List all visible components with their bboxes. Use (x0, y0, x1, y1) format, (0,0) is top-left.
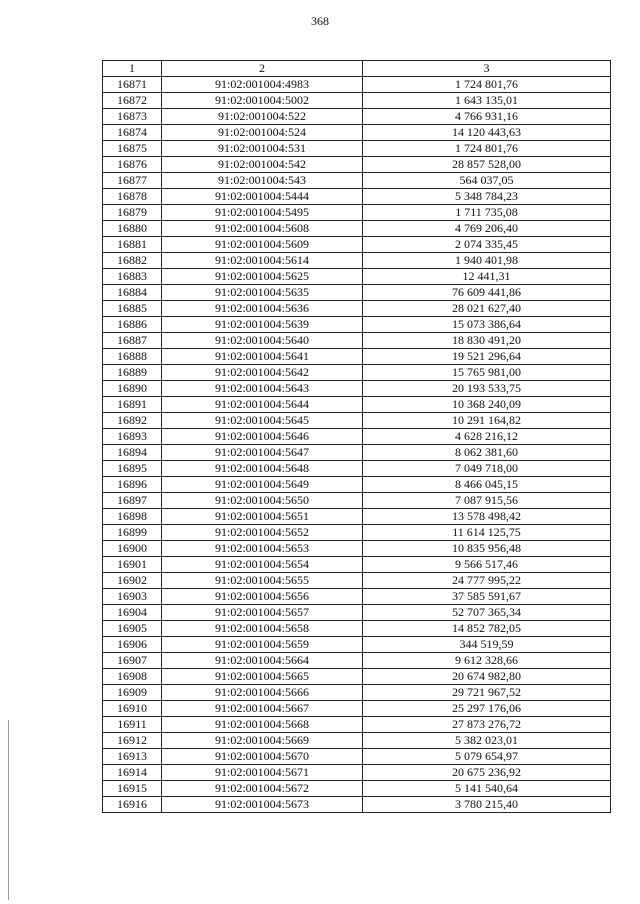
value-cell: 14 120 443,63 (363, 125, 611, 141)
row-number-cell: 16909 (103, 685, 162, 701)
table-row (103, 797, 611, 813)
value-cell: 5 348 784,23 (363, 189, 611, 205)
row-number-cell: 16916 (103, 797, 162, 813)
value-cell: 13 578 498,42 (363, 509, 611, 525)
table-row (103, 269, 611, 285)
cadastral-number-cell: 91:02:001004:5635 (162, 285, 363, 301)
table-row (103, 429, 611, 445)
table-row (103, 365, 611, 381)
column-header-1: 1 (103, 61, 162, 77)
row-number-cell: 16882 (103, 253, 162, 269)
cadastral-number-cell: 91:02:001004:5625 (162, 269, 363, 285)
cadastral-number-cell: 91:02:001004:5636 (162, 301, 363, 317)
table-row (103, 77, 611, 93)
cadastral-number-cell: 91:02:001004:5655 (162, 573, 363, 589)
table-row (103, 749, 611, 765)
table-row (103, 509, 611, 525)
value-cell: 9 566 517,46 (363, 557, 611, 573)
cadastral-number-cell: 91:02:001004:5609 (162, 237, 363, 253)
table-row (103, 397, 611, 413)
cadastral-number-cell: 91:02:001004:5653 (162, 541, 363, 557)
value-cell: 19 521 296,64 (363, 349, 611, 365)
value-cell: 27 873 276,72 (363, 717, 611, 733)
cadastral-number-cell: 91:02:001004:5614 (162, 253, 363, 269)
value-cell: 24 777 995,22 (363, 573, 611, 589)
value-cell: 14 852 782,05 (363, 621, 611, 637)
table-row (103, 605, 611, 621)
table-row (103, 701, 611, 717)
table-row (103, 189, 611, 205)
table-row (103, 157, 611, 173)
row-number-cell: 16895 (103, 461, 162, 477)
column-header-3: 3 (363, 61, 611, 77)
table-row (103, 349, 611, 365)
value-cell: 52 707 365,34 (363, 605, 611, 621)
table-row (103, 317, 611, 333)
row-number-cell: 16894 (103, 445, 162, 461)
row-number-cell: 16912 (103, 733, 162, 749)
row-number-cell: 16897 (103, 493, 162, 509)
value-cell: 15 765 981,00 (363, 365, 611, 381)
row-number-cell: 16904 (103, 605, 162, 621)
cadastral-number-cell: 91:02:001004:5644 (162, 397, 363, 413)
row-number-cell: 16874 (103, 125, 162, 141)
row-number-cell: 16880 (103, 221, 162, 237)
column-header-2: 2 (162, 61, 363, 77)
cadastral-number-cell: 91:02:001004:5444 (162, 189, 363, 205)
cadastral-number-cell: 91:02:001004:5495 (162, 205, 363, 221)
value-cell: 4 766 931,16 (363, 109, 611, 125)
row-number-cell: 16915 (103, 781, 162, 797)
table-row (103, 109, 611, 125)
table-row (103, 717, 611, 733)
table-row (103, 173, 611, 189)
cadastral-number-cell: 91:02:001004:5656 (162, 589, 363, 605)
row-number-cell: 16906 (103, 637, 162, 653)
cadastral-number-cell: 91:02:001004:5669 (162, 733, 363, 749)
page-number: 368 (311, 14, 329, 28)
cadastral-number-cell: 91:02:001004:542 (162, 157, 363, 173)
row-number-cell: 16913 (103, 749, 162, 765)
table-row (103, 93, 611, 109)
value-cell: 344 519,59 (363, 637, 611, 653)
table-row (103, 525, 611, 541)
registry-table (102, 60, 611, 813)
table-row (103, 653, 611, 669)
table-row (103, 781, 611, 797)
row-number-cell: 16872 (103, 93, 162, 109)
row-number-cell: 16885 (103, 301, 162, 317)
cadastral-number-cell: 91:02:001004:5673 (162, 797, 363, 813)
row-number-cell: 16899 (103, 525, 162, 541)
value-cell: 4 769 206,40 (363, 221, 611, 237)
value-cell: 12 441,31 (363, 269, 611, 285)
table-row (103, 765, 611, 781)
cadastral-number-cell: 91:02:001004:531 (162, 141, 363, 157)
table-row (103, 685, 611, 701)
table-row (103, 477, 611, 493)
cadastral-number-cell: 91:02:001004:5668 (162, 717, 363, 733)
table-row (103, 493, 611, 509)
cadastral-number-cell: 91:02:001004:5670 (162, 749, 363, 765)
cadastral-number-cell: 91:02:001004:5665 (162, 669, 363, 685)
value-cell: 15 073 386,64 (363, 317, 611, 333)
cadastral-number-cell: 91:02:001004:5639 (162, 317, 363, 333)
table-row (103, 445, 611, 461)
cadastral-number-cell: 91:02:001004:5642 (162, 365, 363, 381)
value-cell: 29 721 967,52 (363, 685, 611, 701)
value-cell: 564 037,05 (363, 173, 611, 189)
table-row (103, 413, 611, 429)
table-row (103, 461, 611, 477)
row-number-cell: 16892 (103, 413, 162, 429)
header-row (103, 61, 611, 77)
value-cell: 5 382 023,01 (363, 733, 611, 749)
value-cell: 7 087 915,56 (363, 493, 611, 509)
row-number-cell: 16891 (103, 397, 162, 413)
cadastral-number-cell: 91:02:001004:5658 (162, 621, 363, 637)
value-cell: 1 724 801,76 (363, 77, 611, 93)
table-row (103, 301, 611, 317)
table-row (103, 125, 611, 141)
value-cell: 20 193 533,75 (363, 381, 611, 397)
cadastral-number-cell: 91:02:001004:5648 (162, 461, 363, 477)
value-cell: 1 643 135,01 (363, 93, 611, 109)
cadastral-number-cell: 91:02:001004:5649 (162, 477, 363, 493)
value-cell: 20 675 236,92 (363, 765, 611, 781)
row-number-cell: 16879 (103, 205, 162, 221)
table-row (103, 541, 611, 557)
cadastral-number-cell: 91:02:001004:5657 (162, 605, 363, 621)
row-number-cell: 16889 (103, 365, 162, 381)
table-row (103, 557, 611, 573)
table-row (103, 333, 611, 349)
table-row (103, 381, 611, 397)
cadastral-number-cell: 91:02:001004:5641 (162, 349, 363, 365)
value-cell: 7 049 718,00 (363, 461, 611, 477)
row-number-cell: 16875 (103, 141, 162, 157)
cadastral-number-cell: 91:02:001004:5652 (162, 525, 363, 541)
table-row (103, 285, 611, 301)
table-row (103, 637, 611, 653)
value-cell: 4 628 216,12 (363, 429, 611, 445)
row-number-cell: 16903 (103, 589, 162, 605)
row-number-cell: 16876 (103, 157, 162, 173)
value-cell: 25 297 176,06 (363, 701, 611, 717)
cadastral-number-cell: 91:02:001004:5645 (162, 413, 363, 429)
row-number-cell: 16886 (103, 317, 162, 333)
cadastral-number-cell: 91:02:001004:5608 (162, 221, 363, 237)
table-row (103, 205, 611, 221)
row-number-cell: 16884 (103, 285, 162, 301)
row-number-cell: 16888 (103, 349, 162, 365)
value-cell: 5 141 540,64 (363, 781, 611, 797)
row-number-cell: 16902 (103, 573, 162, 589)
row-number-cell: 16914 (103, 765, 162, 781)
cadastral-number-cell: 91:02:001004:4983 (162, 77, 363, 93)
cadastral-number-cell: 91:02:001004:522 (162, 109, 363, 125)
left-margin-line (8, 720, 9, 900)
table-header (103, 61, 611, 77)
cadastral-number-cell: 91:02:001004:5664 (162, 653, 363, 669)
cadastral-number-cell: 91:02:001004:5640 (162, 333, 363, 349)
value-cell: 8 062 381,60 (363, 445, 611, 461)
value-cell: 8 466 045,15 (363, 477, 611, 493)
table-row (103, 621, 611, 637)
cadastral-number-cell: 91:02:001004:5643 (162, 381, 363, 397)
table-row (103, 669, 611, 685)
row-number-cell: 16878 (103, 189, 162, 205)
row-number-cell: 16907 (103, 653, 162, 669)
value-cell: 2 074 335,45 (363, 237, 611, 253)
row-number-cell: 16905 (103, 621, 162, 637)
cadastral-number-cell: 91:02:001004:5654 (162, 557, 363, 573)
value-cell: 10 835 956,48 (363, 541, 611, 557)
cadastral-number-cell: 91:02:001004:5646 (162, 429, 363, 445)
cadastral-number-cell: 91:02:001004:5672 (162, 781, 363, 797)
row-number-cell: 16893 (103, 429, 162, 445)
row-number-cell: 16890 (103, 381, 162, 397)
value-cell: 10 291 164,82 (363, 413, 611, 429)
cadastral-number-cell: 91:02:001004:5671 (162, 765, 363, 781)
cadastral-number-cell: 91:02:001004:5651 (162, 509, 363, 525)
row-number-cell: 16871 (103, 77, 162, 93)
row-number-cell: 16877 (103, 173, 162, 189)
table-row (103, 221, 611, 237)
table-row (103, 573, 611, 589)
cadastral-number-cell: 91:02:001004:5659 (162, 637, 363, 653)
table-row (103, 733, 611, 749)
row-number-cell: 16896 (103, 477, 162, 493)
row-number-cell: 16873 (103, 109, 162, 125)
cadastral-number-cell: 91:02:001004:5647 (162, 445, 363, 461)
row-number-cell: 16901 (103, 557, 162, 573)
cadastral-number-cell: 91:02:001004:5667 (162, 701, 363, 717)
row-number-cell: 16887 (103, 333, 162, 349)
table-row (103, 589, 611, 605)
table-row (103, 253, 611, 269)
value-cell: 3 780 215,40 (363, 797, 611, 813)
table-row (103, 237, 611, 253)
cadastral-number-cell: 91:02:001004:5002 (162, 93, 363, 109)
cadastral-number-cell: 91:02:001004:543 (162, 173, 363, 189)
value-cell: 10 368 240,09 (363, 397, 611, 413)
row-number-cell: 16883 (103, 269, 162, 285)
value-cell: 28 021 627,40 (363, 301, 611, 317)
value-cell: 1 724 801,76 (363, 141, 611, 157)
cadastral-number-cell: 91:02:001004:5650 (162, 493, 363, 509)
value-cell: 1 940 401,98 (363, 253, 611, 269)
table-row (103, 141, 611, 157)
row-number-cell: 16898 (103, 509, 162, 525)
value-cell: 37 585 591,67 (363, 589, 611, 605)
value-cell: 9 612 328,66 (363, 653, 611, 669)
value-cell: 11 614 125,75 (363, 525, 611, 541)
value-cell: 28 857 528,00 (363, 157, 611, 173)
value-cell: 1 711 735,08 (363, 205, 611, 221)
value-cell: 76 609 441,86 (363, 285, 611, 301)
table-body (103, 77, 611, 813)
value-cell: 5 079 654,97 (363, 749, 611, 765)
row-number-cell: 16900 (103, 541, 162, 557)
row-number-cell: 16881 (103, 237, 162, 253)
row-number-cell: 16908 (103, 669, 162, 685)
row-number-cell: 16911 (103, 717, 162, 733)
cadastral-number-cell: 91:02:001004:5666 (162, 685, 363, 701)
cadastral-number-cell: 91:02:001004:524 (162, 125, 363, 141)
value-cell: 18 830 491,20 (363, 333, 611, 349)
row-number-cell: 16910 (103, 701, 162, 717)
value-cell: 20 674 982,80 (363, 669, 611, 685)
